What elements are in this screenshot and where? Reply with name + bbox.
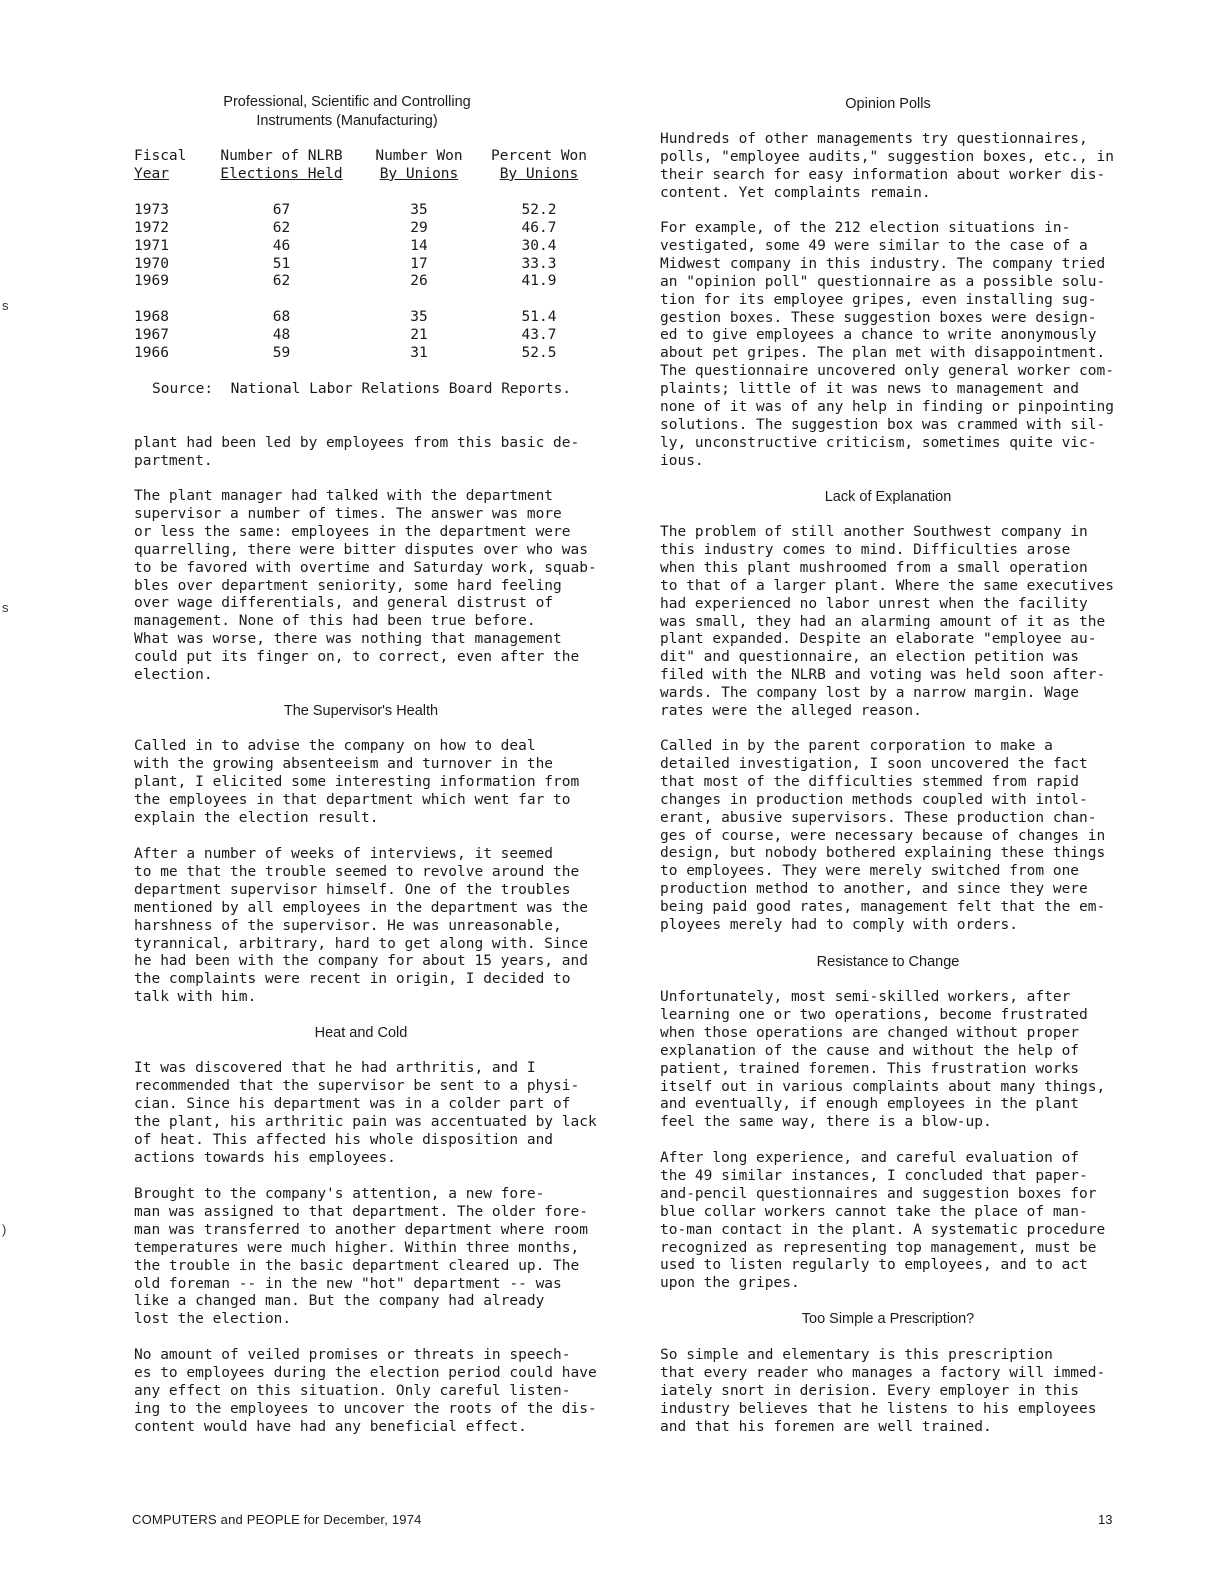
publication-footer: COMPUTERS and PEOPLE for December, 1974 <box>132 1512 422 1527</box>
heading-supervisors-health: The Supervisor's Health <box>283 703 439 719</box>
left-paragraph-2: The plant manager had talked with the department supervisor a number of times. The answer was more or less the same: employees in the department were quarrelling, there were bitter disputes over who was to be favored with overtime and Saturday work, squab- bles over department seniority, some hard feeling over wage differentials, and general distrust of management. None of this had been true before. What was worse, there was nothing that management could put its finger on, to correct, even after the election. <box>134 488 597 684</box>
right-paragraph-3: The problem of still another Southwest company in this industry comes to mind. Difficulties arose when this plant mushroomed from a small operation to that of a larger plant. Where the same executives had experienced no labor unrest when the facility was small, they had an alarming amount of it as the plant expanded. Despite an elaborate "employee au- dit" and questionnaire, an election petition was filed with the NLRB and voting was held soon after- wards. The company lost by a narrow margin. Wage rates were the alleged reason. <box>660 524 1114 720</box>
left-paragraph-1: plant had been led by employees from this basic de- partment. <box>134 435 580 469</box>
table-row: 1970 51 17 33.3 <box>134 255 557 272</box>
col-header-fiscal-year: Fiscal Year <box>134 148 187 182</box>
table-row: 1973 67 35 52.2 <box>134 201 557 218</box>
margin-mark: s <box>2 600 9 615</box>
left-paragraph-7: No amount of veiled promises or threats in speech- es to employees during the election period could have any effect on this situation. Only careful listen- ing to the employees to uncover the roots of the dis- content would have had any beneficial effect. <box>134 1347 597 1435</box>
right-paragraph-4: Called in by the parent corporation to make a detailed investigation, I soon uncovered the fact that most of the difficulties stemmed from rapid changes in production methods coupled with intol- erant, abusive supervisors. These production chan- ges of course, were necessary because of changes in design, but nobody bothered explaining these things to employees. They were merely switched from one production method to another, and since they were being paid good rates, management felt that the em- ployees merely had to comply with orders. <box>660 738 1106 934</box>
left-paragraph-5: It was discovered that he had arthritis, and I recommended that the supervisor be sent to a physi- cian. Since his department was in a colder part of the plant, his arthritic pain was accentuated by lack of heat. This affected his whole disposition and actions towards his employees. <box>134 1060 597 1166</box>
table-header-row <box>134 148 589 184</box>
heading-too-simple-a-prescription: Too Simple a Prescription? <box>801 1311 975 1327</box>
nlrb-election-table <box>134 148 589 363</box>
col-header-percent-won: Percent Won By Unions <box>490 148 588 182</box>
col-header-number-won: Number Won By Unions <box>375 148 463 182</box>
right-paragraph-7: So simple and elementary is this prescription that every reader who manages a factory will immed- iately snort in derision. Every employer in this industry believes that he listens to his employees and that his foremen are well trained. <box>660 1347 1106 1435</box>
left-paragraph-6: Brought to the company's attention, a new fore- man was assigned to that department. The older fore- man was transferred to another department where room temperatures were much higher. Within three months, the trouble in the basic department cleared up. The old foreman -- in the new "hot" department -- was like a changed man. But the company had already lost the election. <box>134 1186 588 1328</box>
right-paragraph-6: After long experience, and careful evaluation of the 49 similar instances, I concluded that paper- and-pencil questionnaires and suggestion boxes for blue collar workers cannot take the place of man- to-man contact in the plant. A systematic procedure recognized as representing top management, must be used to listen regularly to employees, and to act upon the gripes. <box>660 1150 1106 1292</box>
right-paragraph-1: Hundreds of other managements try questionnaires, polls, "employee audits," suggestion boxes, etc., in their search for easy information about worker dis- content. Yet complaints remain. <box>660 131 1114 201</box>
heading-resistance-to-change: Resistance to Change <box>816 954 960 970</box>
table-row: 1969 62 26 41.9 <box>134 273 557 290</box>
heading-lack-of-explanation: Lack of Explanation <box>824 489 952 505</box>
table-caption: Professional, Scientific and Controlling Instruments (Manufacturing) <box>223 94 471 129</box>
margin-mark: ) <box>2 1222 7 1237</box>
table-row: 1967 48 21 43.7 <box>134 327 557 344</box>
table-row: 1971 46 14 30.4 <box>134 237 557 254</box>
col-header-elections-held: Number of NLRB Elections Held <box>220 148 343 182</box>
heading-heat-and-cold: Heat and Cold <box>314 1025 408 1041</box>
table-row: 1968 68 35 51.4 <box>134 309 557 326</box>
table-row: 1966 59 31 52.5 <box>134 345 557 362</box>
left-paragraph-3: Called in to advise the company on how to deal with the growing absenteeism and turnover in the plant, I elicited some interesting information from the employees in that department which went far to explain the election result. <box>134 738 580 826</box>
page-number: 13 <box>1098 1512 1113 1527</box>
table-source: Source: National Labor Relations Board Reports. <box>152 381 572 397</box>
table-row: 1972 62 29 46.7 <box>134 219 557 236</box>
right-paragraph-2: For example, of the 212 election situations in- vestigated, some 49 were similar to the case of a Midwest company in this industry. The company tried an "opinion poll" questionnaire as a possible solu- tion for its employee gripes, even installing sug- gestion boxes. These suggestion boxes were design- ed to give employees a chance to write anonymously about pet gripes. The plan met with disappointment. The questionnaire uncovered only general worker com- plaints; little of it was news to management and none of it was of any help in finding or pinpointing solutions. The suggestion box was crammed with sil- ly, unconstructive criticism, sometimes quite vic- ious. <box>660 220 1114 469</box>
left-paragraph-4: After a number of weeks of interviews, it seemed to me that the trouble seemed to revolve around the department supervisor himself. One of the troubles mentioned by all employees in the department was the harshness of the supervisor. He was unreasonable, tyrannical, arbitrary, hard to get along with. Since he had been with the company for about 15 years, and the complaints were recent in origin, I decided to talk with him. <box>134 846 588 1006</box>
right-paragraph-5: Unfortunately, most semi-skilled workers, after learning one or two operations, become frustrated when those operations are changed without proper explanation of the cause and without the help of patient, trained foremen. This frustration works itself out in various complaints about many things, and eventually, if enough employees in the plant feel the same way, there is a blow-up. <box>660 989 1106 1131</box>
margin-mark: s <box>2 298 9 313</box>
heading-opinion-polls: Opinion Polls <box>845 96 931 112</box>
